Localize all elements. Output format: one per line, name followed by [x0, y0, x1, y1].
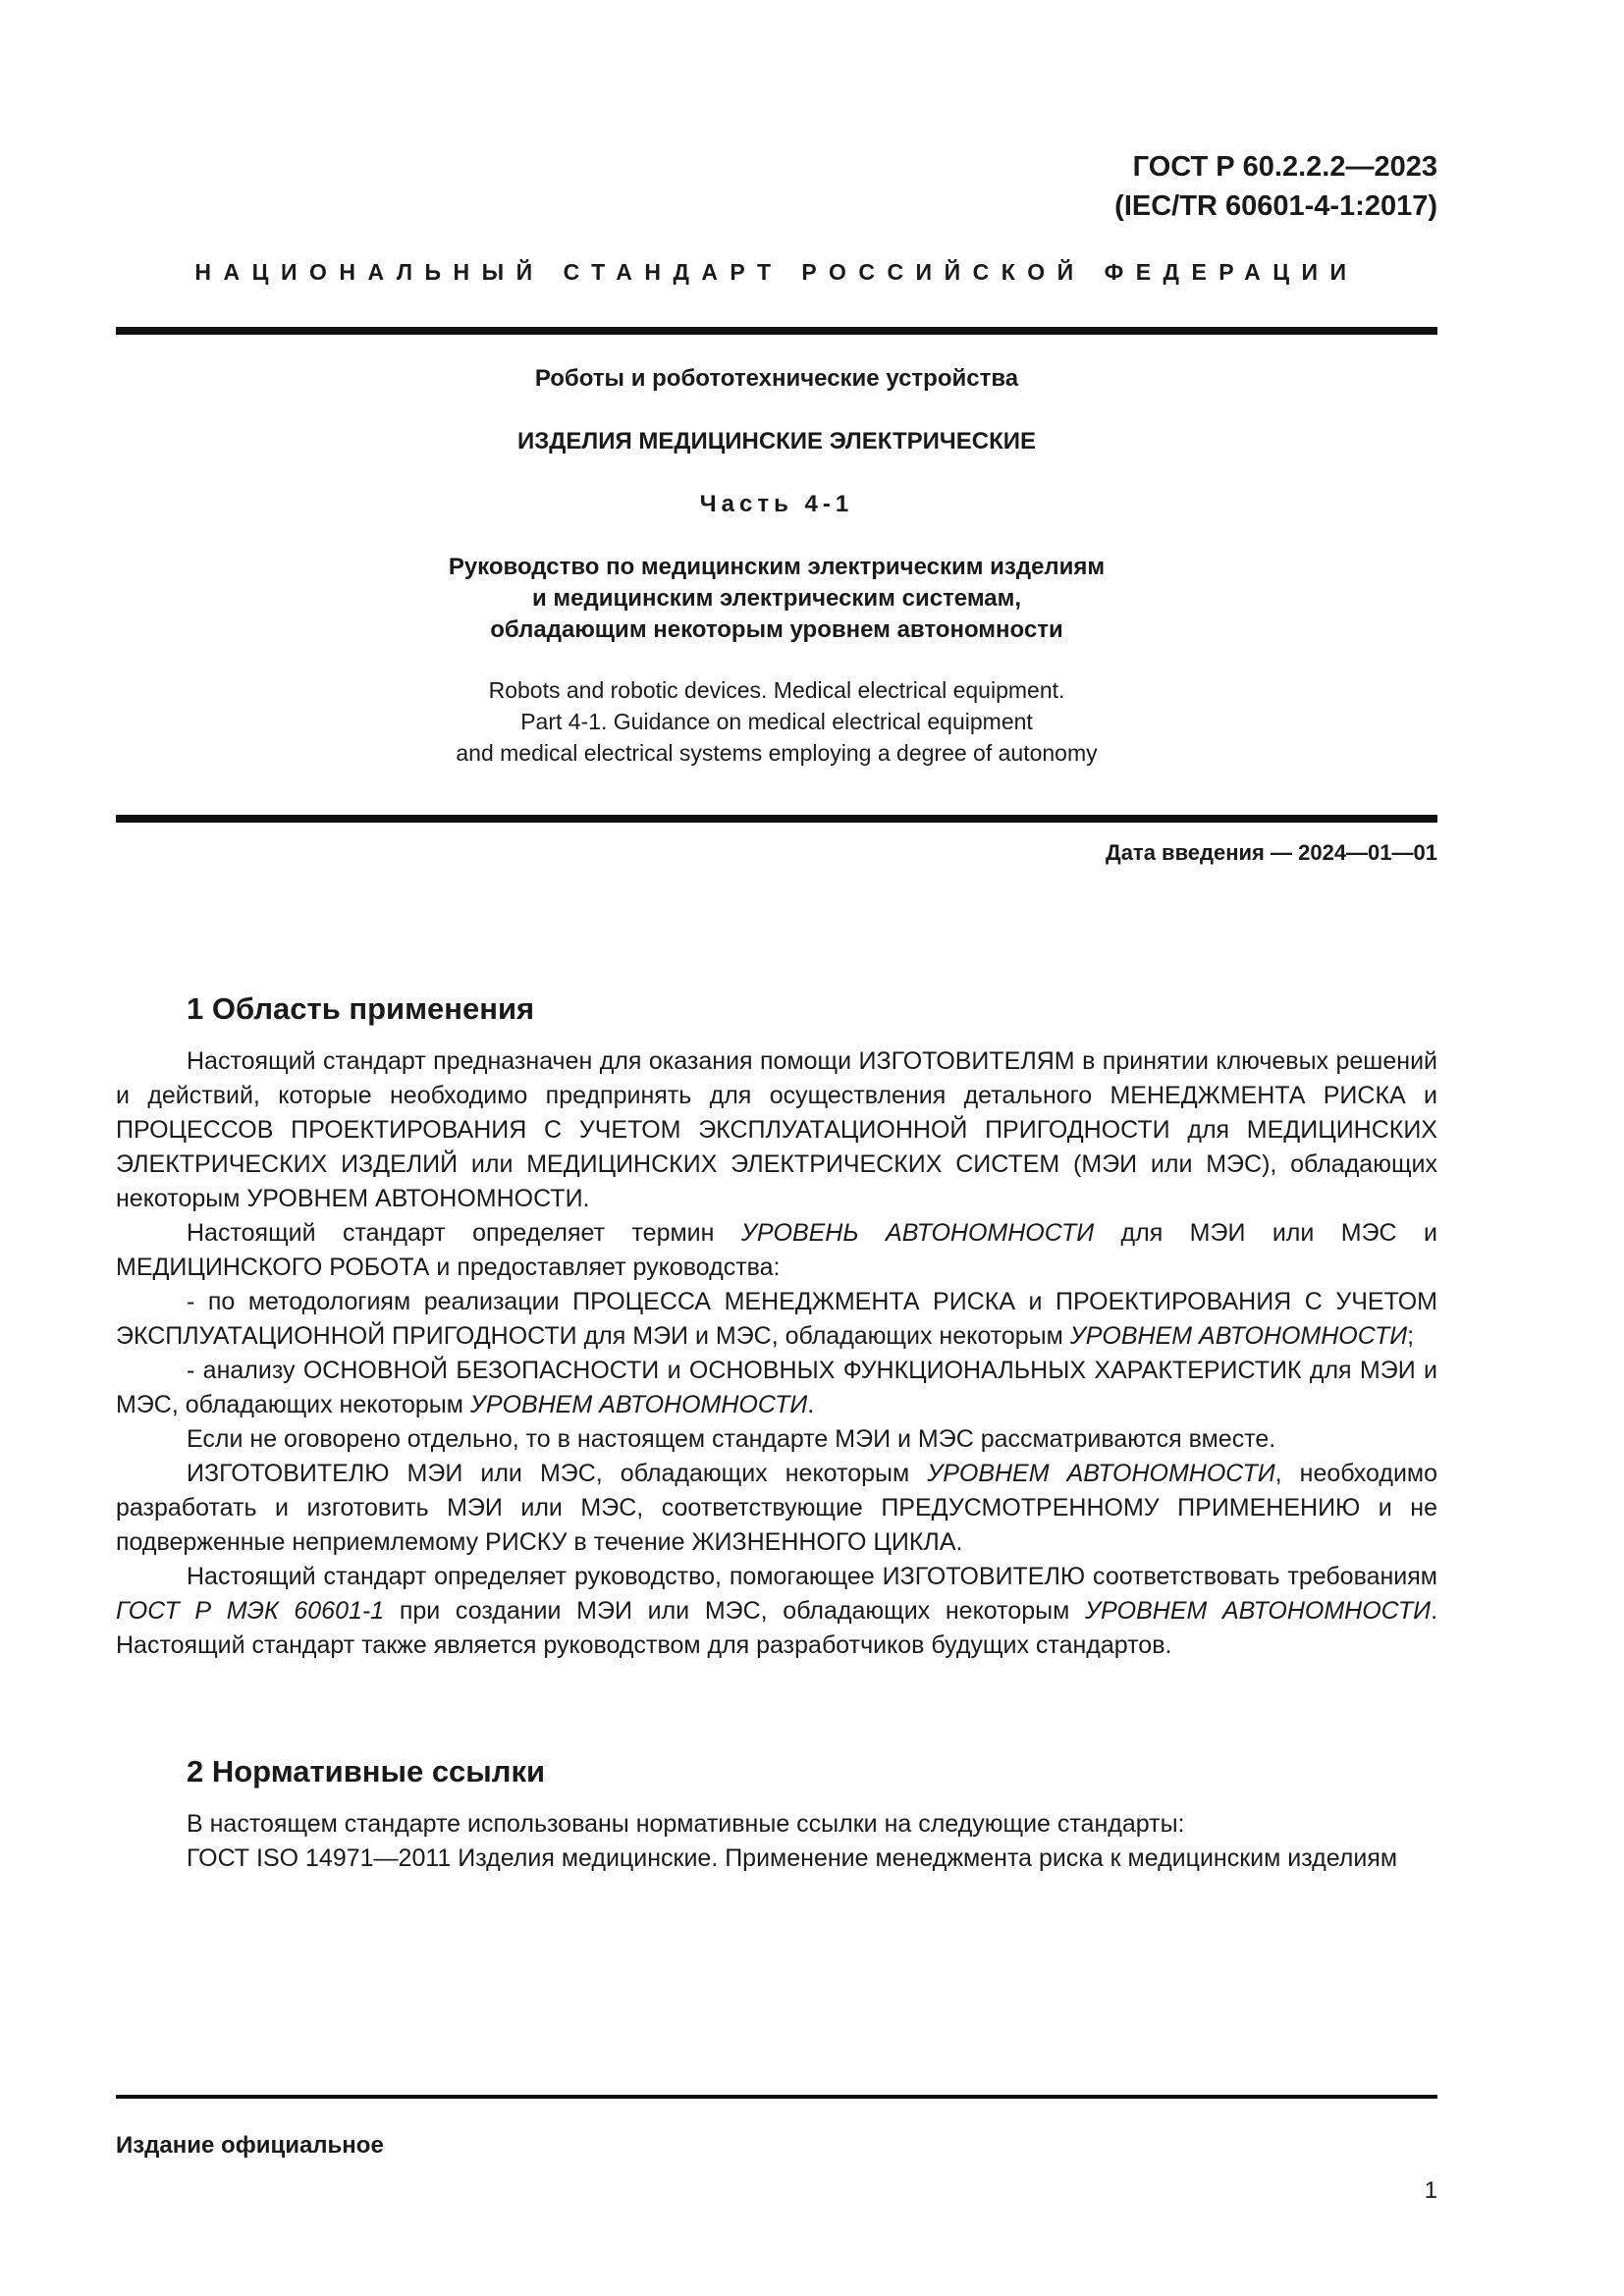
english-title-line: Part 4-1. Guidance on medical electrical equipment	[520, 709, 1033, 734]
italic-term: УРОВНЕМ АВТОНОМНОСТИ	[927, 1460, 1275, 1487]
series-title: Роботы и робототехнические устройства	[534, 365, 1019, 392]
title-divider	[116, 815, 1437, 823]
gost-number: ГОСТ Р 60.2.2.2—2023	[1132, 151, 1437, 183]
paragraph: Если не оговорено отдельно, то в настоящем стандарте МЭИ и МЭС рассматриваются вместе.	[187, 1425, 1276, 1453]
italic-term: УРОВЕНЬ АВТОНОМНОСТИ	[740, 1219, 1095, 1247]
paragraph: Настоящий стандарт определяет термин УРОВЕНЬ АВТОНОМНОСТИ для МЭИ или МЭС и МЕДИЦИНСКОГО РОБОТА и предоставляет руководства:	[116, 1219, 1437, 1281]
subtitle-line: Руководство по медицинским электрическим изделиям	[448, 554, 1106, 580]
paragraph: Настоящий стандарт предназначен для оказания помощи ИЗГОТОВИТЕЛЯМ в принятии ключевых решений и действий, которые необходимо предпринять для осуществления детального МЕНЕДЖМЕНТА РИСКА и ПРОЦЕССОВ ПРОЕКТИРОВАНИЯ С УЧЕТОМ ЭКСПЛУАТАЦИОННОЙ ПРИГОДНОСТИ для МЕДИЦИНСКИХ ЭЛЕКТРИЧЕСКИХ ИЗДЕЛИЙ или МЕДИЦИНСКИХ ЭЛЕКТРИЧЕСКИХ СИСТЕМ (МЭИ или МЭС), обладающих некоторым УРОВНЕМ АВТОНОМНОСТИ.	[116, 1047, 1437, 1212]
official-edition-label: Издание официальное	[116, 2132, 384, 2159]
section-scope	[116, 989, 1437, 1663]
paragraph: В настоящем стандарте использованы нормативные ссылки на следующие стандарты:	[187, 1810, 1185, 1838]
page-number: 1	[1424, 2177, 1437, 2204]
italic-term: УРОВНЕМ АВТОНОМНОСТИ	[1069, 1322, 1408, 1350]
part-title: Часть 4-1	[699, 491, 854, 517]
main-title: ИЗДЕЛИЯ МЕДИЦИНСКИЕ ЭЛЕКТРИЧЕСКИЕ	[516, 428, 1037, 454]
subtitle-line: и медицинским электрическим системам,	[531, 585, 1022, 612]
italic-reference: ГОСТ Р МЭК 60601-1	[116, 1597, 385, 1625]
subtitle	[116, 552, 1437, 646]
introduction-date: Дата введения — 2024—01—01	[1106, 840, 1437, 865]
national-standard-banner: НАЦИОНАЛЬНЫЙ СТАНДАРТ РОССИЙСКОЙ ФЕДЕРАЦИИ	[194, 259, 1359, 285]
iec-number: (IEC/TR 60601-4-1:2017)	[1114, 190, 1437, 222]
title-block	[116, 363, 1437, 769]
section-references	[116, 1752, 1437, 1876]
document-page	[116, 0, 1437, 2296]
english-title-line: Robots and robotic devices. Medical electrical equipment.	[488, 677, 1065, 703]
footer-divider	[116, 2095, 1437, 2099]
paragraph: Настоящий стандарт определяет руководство, помогающее ИЗГОТОВИТЕЛЮ соответствовать требованиям ГОСТ Р МЭК 60601-1 при создании МЭИ или МЭС, обладающих некоторым УРОВНЕМ АВТОНОМНОСТИ. Настоящий стандарт также является руководством для разработчиков будущих стандартов.	[116, 1563, 1438, 1659]
italic-term: УРОВНЕМ АВТОНОМНОСТИ	[1084, 1597, 1432, 1625]
list-item: - анализу ОСНОВНОЙ БЕЗОПАСНОСТИ и ОСНОВНЫХ ФУНКЦИОНАЛЬНЫХ ХАРАКТЕРИСТИК для МЭИ и МЭС, обладающих некоторым УРОВНЕМ АВТОНОМНОСТИ.	[116, 1357, 1437, 1418]
english-title-line: and medical electrical systems employing a degree of autonomy	[456, 740, 1098, 766]
subtitle-line: обладающим некоторым уровнем автономности	[490, 616, 1063, 643]
top-divider	[116, 327, 1437, 335]
paragraph: ГОСТ ISO 14971—2011 Изделия медицинские. Применение менеджмента риска к медицинским изделиям	[187, 1844, 1398, 1872]
list-item: - по методологиям реализации ПРОЦЕССА МЕНЕДЖМЕНТА РИСКА и ПРОЕКТИРОВАНИЯ С УЧЕТОМ ЭКСПЛУАТАЦИОННОЙ ПРИГОДНОСТИ для МЭИ и МЭС, обладающих некоторым УРОВНЕМ АВТОНОМНОСТИ;	[116, 1288, 1437, 1350]
english-title	[116, 674, 1437, 769]
paragraph: ИЗГОТОВИТЕЛЮ МЭИ или МЭС, обладающих некоторым УРОВНЕМ АВТОНОМНОСТИ, необходимо разработать и изготовить МЭИ или МЭС, соответствующие ПРЕДУСМОТРЕННОМУ ПРИМЕНЕНИЮ и не подверженные неприемлемому РИСКУ в течение ЖИЗНЕННОГО ЦИКЛА.	[116, 1460, 1437, 1556]
italic-term: УРОВНЕМ АВТОНОМНОСТИ	[469, 1391, 808, 1418]
section-heading: 1 Область применения	[187, 991, 535, 1026]
section-heading: 2 Нормативные ссылки	[187, 1754, 546, 1789]
document-number	[1114, 147, 1437, 226]
